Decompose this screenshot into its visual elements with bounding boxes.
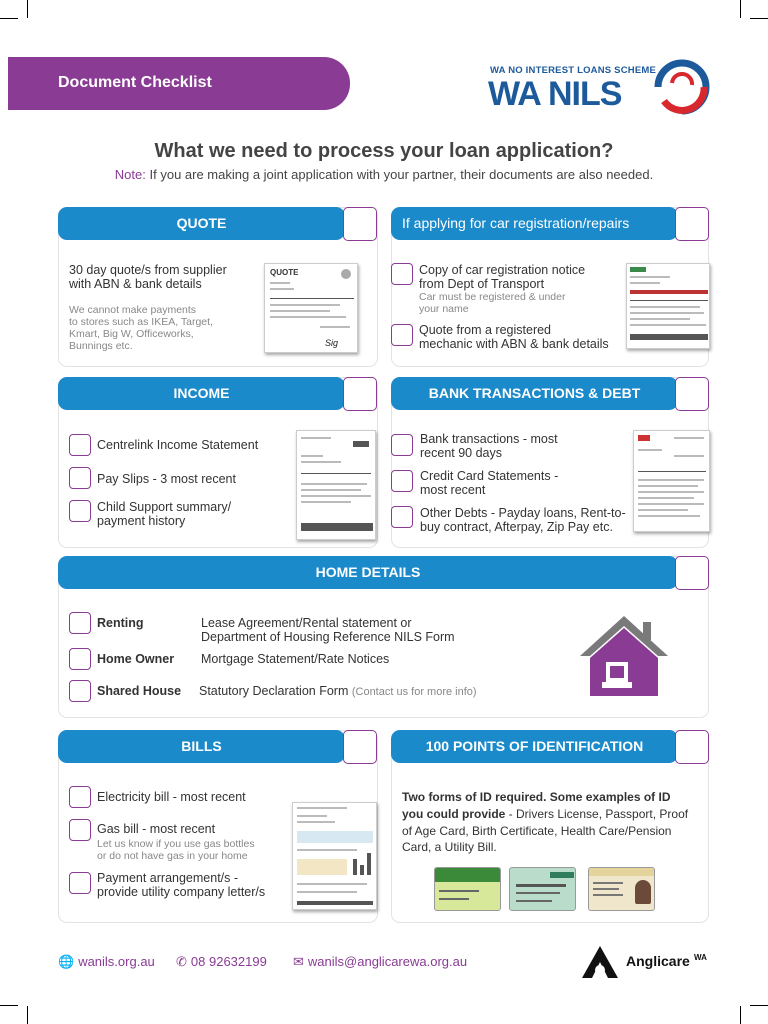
quote-checkbox[interactable] xyxy=(343,207,377,241)
home-checkbox[interactable] xyxy=(675,556,709,590)
gas-label: Gas bill - most recent xyxy=(97,822,216,836)
id-checkbox[interactable] xyxy=(675,730,709,764)
car-header: If applying for car registration/repairs xyxy=(391,207,678,240)
quote-document-image: QUOTE Sig xyxy=(264,263,358,353)
logo-swirl-icon xyxy=(650,55,712,119)
crop-mark xyxy=(750,18,768,19)
anglicare-wa-suffix: WA xyxy=(694,953,707,962)
credit-card-checkbox[interactable] xyxy=(391,470,413,492)
phone-number[interactable]: 08 92632199 xyxy=(190,954,267,969)
gas-note: Let us know if you use gas bottles xyxy=(97,838,255,850)
car-mechanic-checkbox[interactable] xyxy=(391,324,413,346)
website-link[interactable]: wanils.org.au xyxy=(78,954,155,969)
child-support-checkbox[interactable] xyxy=(69,500,91,522)
bills-checkbox[interactable] xyxy=(343,730,377,764)
shared-house-label: Shared House xyxy=(97,684,182,698)
house-icon xyxy=(576,612,672,698)
crop-mark xyxy=(0,18,18,19)
car-checkbox[interactable] xyxy=(675,207,709,241)
credit-card-label: Credit Card Statements - xyxy=(420,469,559,483)
renting-label: Renting xyxy=(97,616,144,630)
id-header: 100 POINTS OF IDENTIFICATION xyxy=(391,730,678,763)
income-checkbox[interactable] xyxy=(343,377,377,411)
bills-header: BILLS xyxy=(58,730,345,763)
bank-transactions-label: Bank transactions - most xyxy=(420,432,558,446)
other-debts-checkbox[interactable] xyxy=(391,506,413,528)
child-support-label: Child Support summary/ xyxy=(97,500,232,514)
health-care-card-image xyxy=(434,867,501,911)
electricity-label: Electricity bill - most recent xyxy=(97,790,246,804)
car-mechanic-label: Quote from a registered xyxy=(419,323,552,337)
phone-icon: ✆ xyxy=(176,954,187,969)
wa-nils-logo xyxy=(486,55,716,119)
page-headline: What we need to process your loan application? xyxy=(154,140,614,162)
car-rego-note: Car must be registered & under xyxy=(419,291,566,303)
quote-note: Kmart, Big W, Officeworks, xyxy=(69,328,194,340)
electricity-checkbox[interactable] xyxy=(69,786,91,808)
shared-house-note: (Contact us for more info) xyxy=(351,686,477,698)
bank-transactions-checkbox[interactable] xyxy=(391,434,413,456)
utility-bill-image xyxy=(292,802,377,910)
id-examples-text: - Drivers License, Passport, Proof xyxy=(505,807,689,821)
bank-checkbox[interactable] xyxy=(675,377,709,411)
shared-house-form: Statutory Declaration Form xyxy=(199,684,349,698)
quote-note: We cannot make payments xyxy=(69,304,197,316)
home-owner-desc: Mortgage Statement/Rate Notices xyxy=(201,652,390,666)
payment-arrangement-checkbox[interactable] xyxy=(69,872,91,894)
crop-mark xyxy=(740,1006,741,1024)
payslips-checkbox[interactable] xyxy=(69,467,91,489)
checklist-banner xyxy=(8,57,350,110)
quote-header: QUOTE xyxy=(58,207,345,240)
logo-tagline: WA NO INTEREST LOANS SCHEME xyxy=(490,65,657,76)
payslips-label: Pay Slips - 3 most recent xyxy=(97,472,236,486)
id-requirement: you could provide xyxy=(402,807,506,821)
crop-mark xyxy=(740,0,741,18)
anglicare-wordmark: Anglicare xyxy=(626,953,690,969)
home-header: HOME DETAILS xyxy=(58,556,678,589)
bank-transactions-label: recent 90 days xyxy=(420,446,502,460)
globe-icon: 🌐 xyxy=(58,954,75,969)
car-rego-label: from Dept of Transport xyxy=(419,277,545,291)
crop-mark xyxy=(27,1006,28,1024)
crop-mark xyxy=(750,1005,768,1006)
quote-line: with ABN & bank details xyxy=(69,277,202,291)
id-examples: of Age Card, Birth Certificate, Health Care/Pension xyxy=(402,824,672,838)
payment-arrangement-label: provide utility company letter/s xyxy=(97,885,266,899)
note-label: Note: xyxy=(114,167,146,182)
anglicare-mark-icon xyxy=(580,944,620,980)
payment-arrangement-label: Payment arrangement/s - xyxy=(97,871,239,885)
shared-house-desc xyxy=(199,684,477,699)
quote-note: to stores such as IKEA, Target, xyxy=(69,316,213,328)
centrelink-checkbox[interactable] xyxy=(69,434,91,456)
shared-house-checkbox[interactable] xyxy=(69,680,91,702)
income-statement-image xyxy=(296,430,376,540)
renting-desc: Department of Housing Reference NILS Form xyxy=(201,630,455,644)
medicare-card-image xyxy=(509,867,576,911)
note-text: If you are making a joint application with your partner, their documents are also needed. xyxy=(149,167,654,182)
crop-mark xyxy=(27,0,28,18)
footer-website[interactable] xyxy=(58,954,155,970)
centrelink-label: Centrelink Income Statement xyxy=(97,438,259,452)
gas-checkbox[interactable] xyxy=(69,819,91,841)
id-requirement: Two forms of ID required. Some examples of ID xyxy=(402,790,671,804)
drivers-license-image xyxy=(588,867,655,911)
bank-statement-image xyxy=(633,430,710,532)
child-support-label: payment history xyxy=(97,514,186,528)
other-debts-label: buy contract, Afterpay, Zip Pay etc. xyxy=(420,520,613,534)
footer-phone[interactable] xyxy=(176,954,267,970)
home-owner-checkbox[interactable] xyxy=(69,648,91,670)
renting-checkbox[interactable] xyxy=(69,612,91,634)
banner-title: Document Checklist xyxy=(58,74,212,91)
bank-header: BANK TRANSACTIONS & DEBT xyxy=(391,377,678,410)
id-examples: Card, a Utility Bill. xyxy=(402,840,497,854)
car-rego-label: Copy of car registration notice xyxy=(419,263,586,277)
quote-note: Bunnings etc. xyxy=(69,340,133,352)
crop-mark xyxy=(0,1005,18,1006)
renting-desc: Lease Agreement/Rental statement or xyxy=(201,616,412,630)
gas-note: or do not have gas in your home xyxy=(97,850,248,862)
quote-thumb-title: QUOTE xyxy=(270,268,299,277)
home-owner-label: Home Owner xyxy=(97,652,175,666)
credit-card-label: most recent xyxy=(420,483,486,497)
email-link[interactable]: wanils@anglicarewa.org.au xyxy=(307,954,468,969)
note-line xyxy=(0,167,768,182)
footer-email[interactable] xyxy=(293,954,467,970)
car-mechanic-label: mechanic with ABN & bank details xyxy=(419,337,609,351)
car-rego-note: your name xyxy=(419,303,469,315)
anglicare-logo xyxy=(580,944,720,980)
car-rego-checkbox[interactable] xyxy=(391,263,413,285)
id-examples xyxy=(402,807,688,821)
envelope-icon: ✉ xyxy=(293,954,304,969)
quote-line: 30 day quote/s from supplier xyxy=(69,263,227,277)
car-rego-document-image xyxy=(626,263,710,349)
logo-wordmark: WA NILS xyxy=(488,75,622,113)
income-header: INCOME xyxy=(58,377,345,410)
other-debts-label: Other Debts - Payday loans, Rent-to- xyxy=(420,506,626,520)
